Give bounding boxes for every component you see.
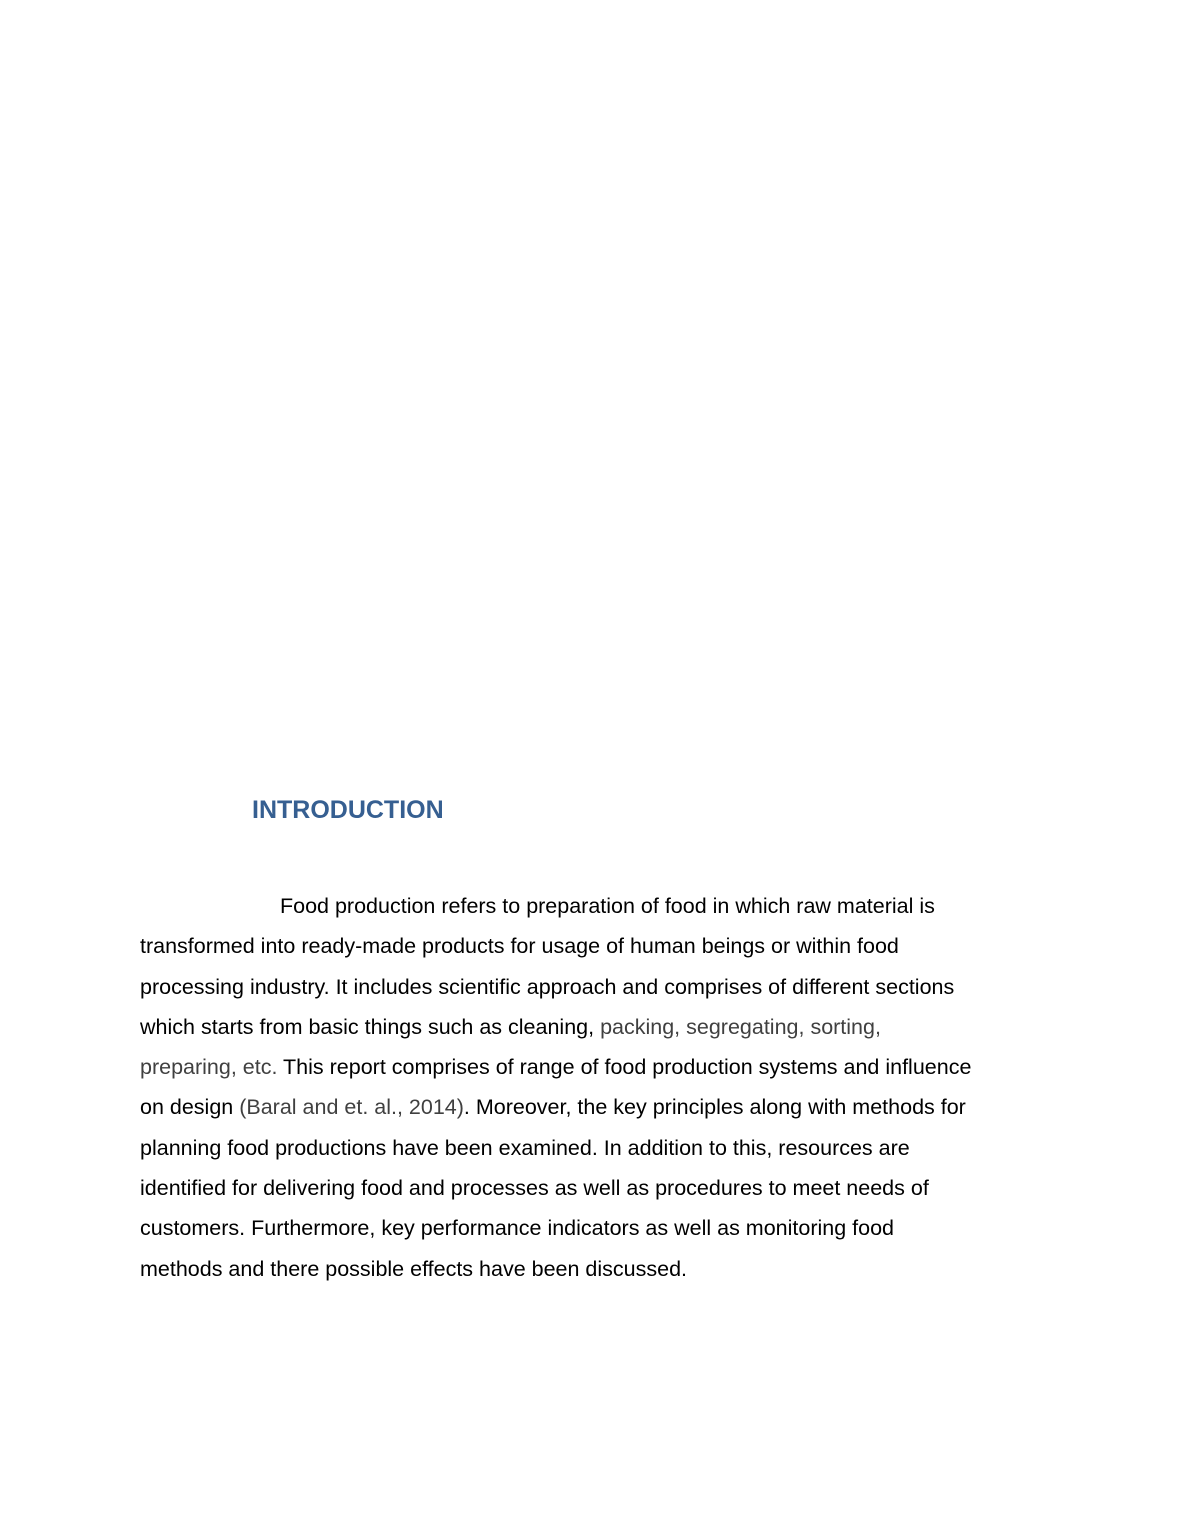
paragraph-line xyxy=(140,967,1050,1007)
text-segment: which starts from basic things such as cleaning, xyxy=(140,1014,601,1039)
paragraph-line xyxy=(140,1249,1050,1289)
paragraph-line xyxy=(140,1128,1050,1168)
section-heading: INTRODUCTION xyxy=(252,796,444,824)
text-segment: on design xyxy=(140,1095,240,1120)
text-segment: processing industry. It includes scientific approach and comprises of different sections xyxy=(140,974,955,999)
text-segment: This report comprises of range of food production systems and influence xyxy=(277,1055,972,1080)
paragraph-line xyxy=(140,1168,1050,1208)
text-segment: identified for delivering food and processes as well as procedures to meet needs of xyxy=(140,1176,929,1201)
paragraph-line xyxy=(140,886,1050,926)
introduction-paragraph xyxy=(140,886,1050,1289)
paragraph-line xyxy=(140,1047,1050,1087)
paragraph-line xyxy=(140,1007,1050,1047)
paragraph-line xyxy=(140,1087,1050,1127)
text-segment: Food production refers to preparation of food in which raw material is xyxy=(280,894,935,918)
text-segment: planning food productions have been examined. In addition to this, resources are xyxy=(140,1135,910,1160)
paragraph-line xyxy=(140,926,1050,966)
muted-text-segment: (Baral and et. al., 2014) xyxy=(239,1095,464,1120)
text-segment: customers. Furthermore, key performance indicators as well as monitoring food xyxy=(140,1216,895,1241)
text-segment: transformed into ready-made products for usage of human beings or within food xyxy=(140,934,899,959)
muted-text-segment: packing, segregating, sorting, xyxy=(600,1014,881,1039)
text-segment: . Moreover, the key principles along with methods for xyxy=(463,1095,966,1120)
text-segment: methods and there possible effects have been discussed. xyxy=(140,1256,688,1281)
muted-text-segment: preparing, etc. xyxy=(140,1055,278,1080)
paragraph-line xyxy=(140,1208,1050,1248)
